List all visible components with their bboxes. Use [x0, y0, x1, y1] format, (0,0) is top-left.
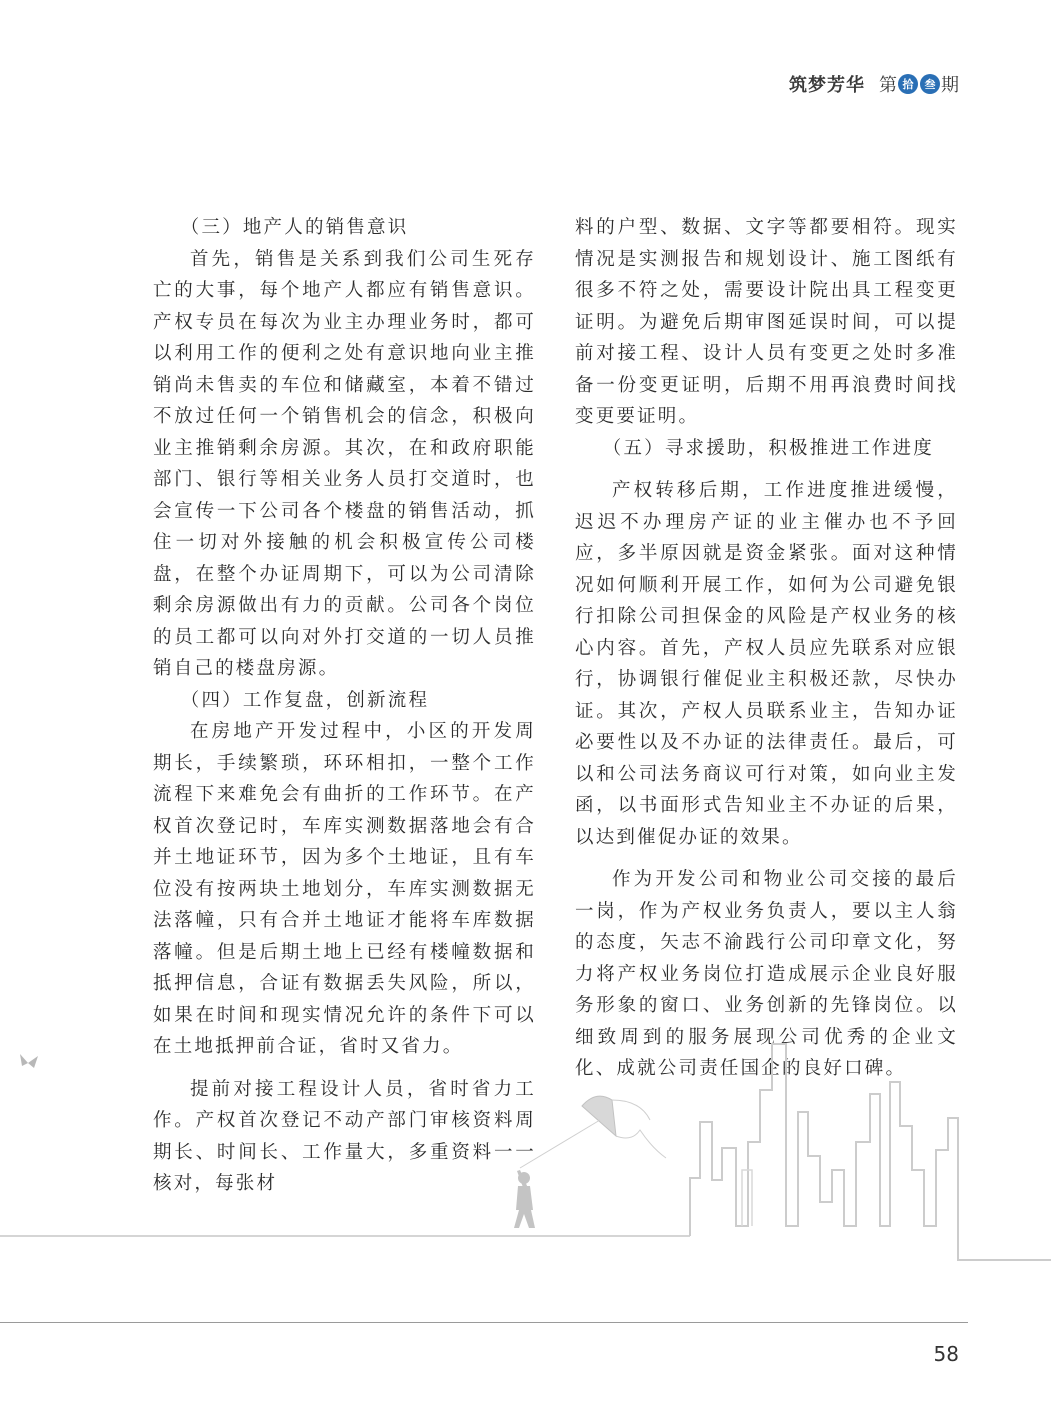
paragraph-workflow: 在房地产开发过程中，小区的开发周期长，手续繁琐，环环相扣，一整个工作流程下来难免会有曲折的工作环节。在产权首次登记时，车库实测数据落地会有合并土地证环节，因为多个土地证，且有车位没有按两块土地划分，车库实测数据无法落幢，只有合并土地证才能将车库数据落幢。但是后期土地上已经有楼幢数据和抵押信息，合证有数据丢失风险，所以，如果在时间和现实情况允许的条件下可以在土地抵押前合证，省时又省力。 [153, 721, 536, 1057]
issue-suffix: 期 [941, 75, 959, 96]
page-number: 58 [933, 1342, 959, 1366]
section-heading-4: （四）工作复盘，创新流程 [180, 689, 430, 711]
page-header [789, 70, 959, 98]
issue-number-badge-1: 拾 [898, 74, 918, 94]
child-figure-icon [514, 1170, 535, 1228]
butterfly-icon [20, 1054, 38, 1068]
paragraph-sales-awareness: 首先，销售是关系到我们公司生死存亡的大事，每个地产人都应有销售意识。产权专员在每次为业主办理业务时，都可以利用工作的便利之处有意识地向业主推销尚未售卖的车位和储藏室，本着不错过不放过任何一个销售机会的信念，积极向业主推销剩余房源。其次，在和政府职能部门、银行等相关业务人员打交道时，也会宣传一下公司各个楼盘的销售活动，抓住一切对外接触的机会积极宣传公司楼盘，在整个办证周期下，可以为公司清除剩余房源做出有力的贡献。公司各个岗位的员工都可以向对外打交道的一切人员推销自己的楼盘房源。 [153, 248, 536, 679]
right-column [575, 212, 958, 1085]
magazine-title: 筑梦芳华 [789, 75, 865, 96]
city-skyline-illustration [0, 1030, 1051, 1290]
issue-prefix: 第 [879, 75, 897, 96]
paragraph-conclusion: 作为开发公司和物业公司交接的最后一岗，作为产权业务负责人，要以主人翁的态度，矢志不渝践行公司印章文化，努力将产权业务岗位打造成展示企业良好服务形象的窗口、业务创新的先锋岗位。以细致周到的服务展现公司优秀的企业文化、成就公司责任国企的良好口碑。 [575, 869, 958, 1079]
section-heading-3: （三）地产人的销售意识 [180, 217, 409, 238]
skyline-outline [690, 1044, 1051, 1260]
section-heading-5: （五）寻求援助，积极推进工作进度 [602, 437, 934, 459]
paragraph-design-docking: 提前对接工程设计人员，省时省力工作。产权首次登记不动产部门审核资料周期长、时间长、工作量大，多重资料一一核对，每张材 [153, 1078, 536, 1194]
issue-label [879, 71, 959, 97]
paragraph-seek-assistance: 产权转移后期，工作进度推进缓慢，迟迟不办理房产证的业主催办也不予回应，多半原因就是资金紧张。面对这种情况如何顺利开展工作，如何为公司避免银行扣除公司担保金的风险是产权业务的核心内容。首先，产权人员应先联系对应银行，协调银行催促业主积极还款，尽快办证。其次，产权人员联系业主，告知办证必要性以及不办证的法律责任。最后，可以和公司法务商议可行对策，如向业主发函，以书面形式告知业主不办证的后果，以达到催促办证的效果。 [575, 480, 958, 848]
issue-number-badge-2: 叁 [920, 74, 940, 94]
footer-divider [0, 1322, 968, 1323]
paragraph-design-docking-cont: 料的户型、数据、文字等都要相符。现实情况是实测报告和规划设计、施工图纸有很多不符之处，需要设计院出具工程变更证明。为避免后期审图延误时间，可以提前对接工程、设计人员有变更之处时多准备一份变更证明，后期不用再浪费时间找变更要证明。 [575, 217, 958, 427]
kite-icon [520, 1096, 666, 1168]
